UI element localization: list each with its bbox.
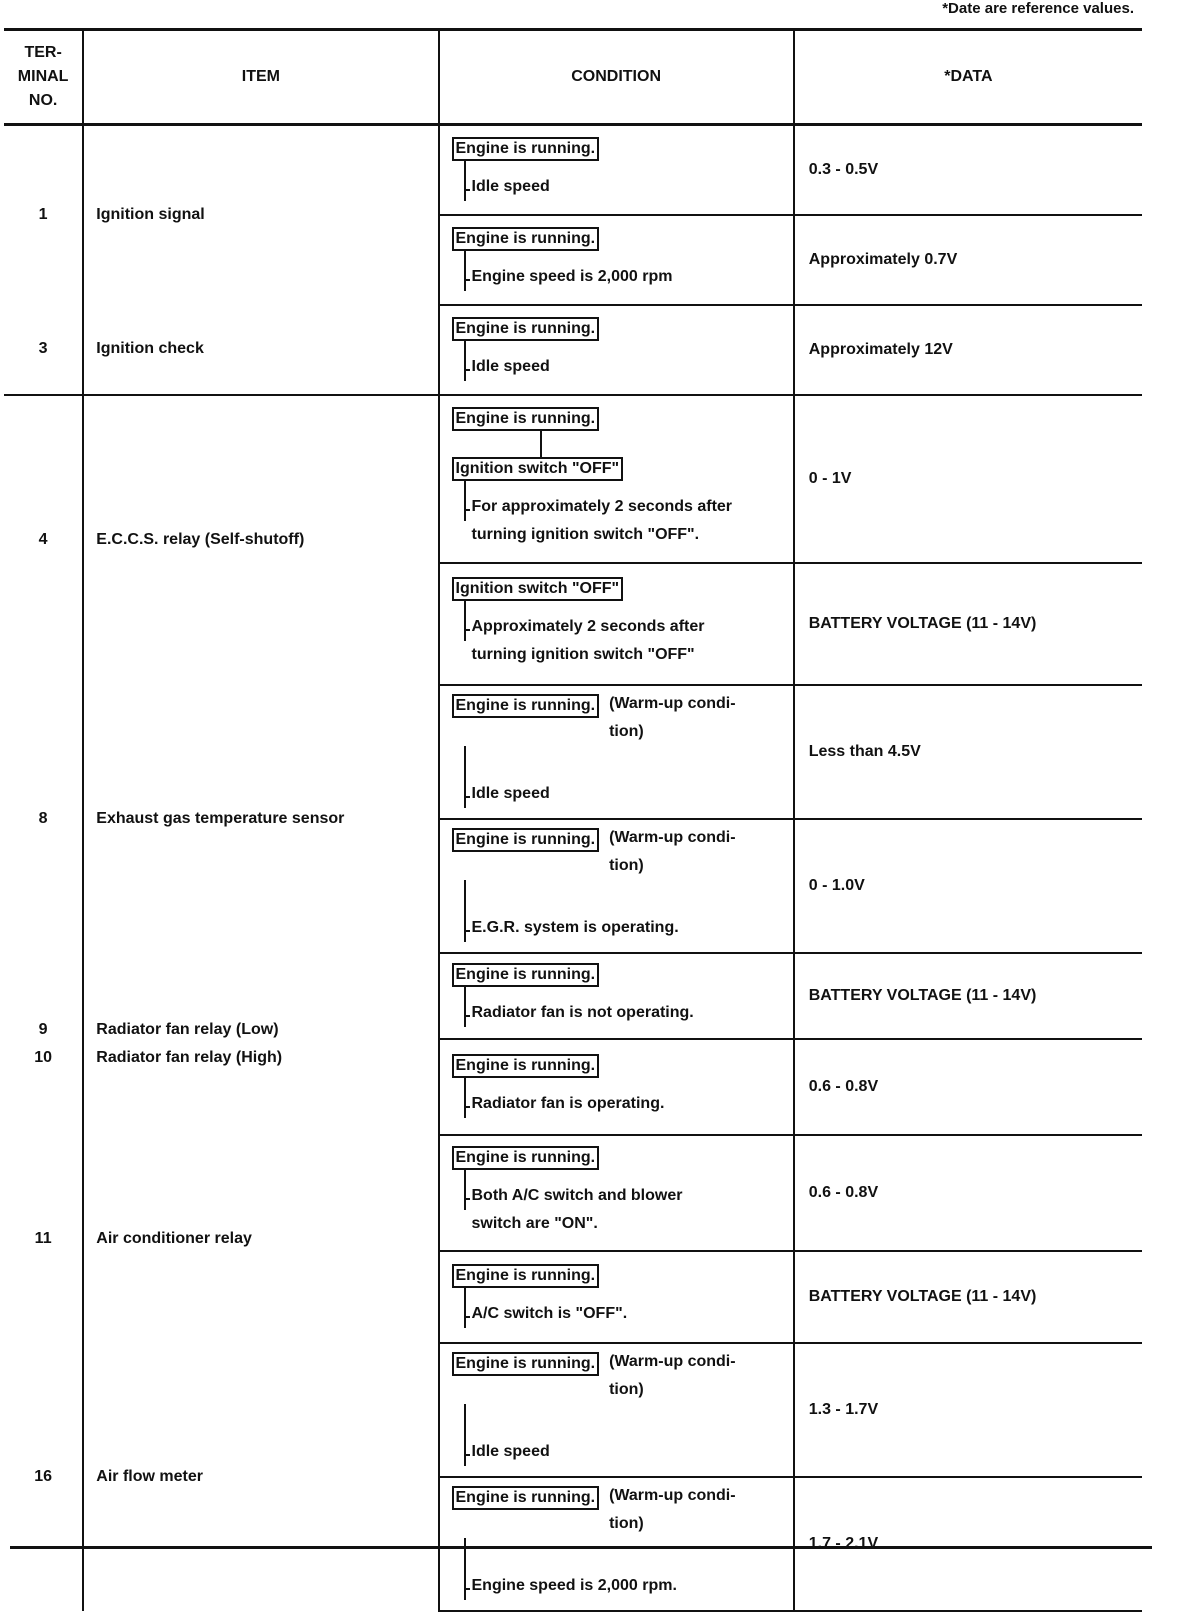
terminal-number: 10 [34,1048,53,1066]
condition-block [440,1046,793,1128]
item-cell [83,305,438,395]
condition-step: turning ignition switch "OFF" [464,641,793,669]
terminal-number-cell [4,953,83,1135]
condition-head [452,137,793,161]
data-value: 1.3 - 1.7V [794,1343,1142,1477]
data-value: 1.7 - 2.1V [794,1477,1142,1611]
condition-block [440,129,793,211]
item-label: Ignition signal [96,206,205,224]
condition-step: Idle speed [466,173,793,201]
condition-tree [464,251,793,291]
data-value: BATTERY VOLTAGE (11 - 14V) [794,1251,1142,1343]
header-terminal-line3: NO. [28,92,58,109]
item-cell [83,685,438,953]
data-value: 0.3 - 0.5V [794,125,1142,215]
data-value: 0.6 - 0.8V [794,1039,1142,1135]
condition-box: Engine is running. [452,1486,600,1510]
table-header [4,30,1142,125]
condition-cell [439,395,794,563]
header-item: ITEM [83,30,438,125]
data-value: 0 - 1.0V [794,819,1142,953]
table-row [4,1343,1142,1477]
condition-head [452,1352,793,1404]
condition-note: (Warm-up condi- tion) [609,1352,736,1398]
condition-step: For approximately 2 seconds after [466,493,793,521]
item-cell [83,395,438,685]
header-terminal-no [4,30,83,125]
condition-step: turning ignition switch "OFF". [464,521,793,549]
condition-tree [464,161,793,201]
condition-cell [439,305,794,395]
condition-tree [464,481,793,549]
condition-step: Engine speed is 2,000 rpm. [466,1572,793,1600]
terminal-number-cell [4,305,83,395]
condition-block [440,219,793,301]
condition-cell [439,125,794,215]
condition-tree [464,341,793,381]
item-label: Ignition check [96,340,204,357]
condition-step: switch are "ON". [464,1210,793,1238]
condition-block [440,1344,793,1476]
condition-note: (Warm-up condi- tion) [609,1486,736,1532]
table-row [4,1135,1142,1251]
item-label: E.C.C.S. relay (Self-shutoff) [96,531,305,548]
reference-note: *Date are reference values. [942,0,1134,17]
item-label: Exhaust gas temperature sensor [96,809,345,827]
condition-tree [464,1404,793,1466]
table-body [4,125,1142,1611]
condition-step: Idle speed [466,780,793,808]
item-label: Radiator fan relay (High) [96,1048,283,1066]
terminal-number: 3 [38,340,48,357]
terminal-number: 8 [38,809,48,827]
condition-box: Engine is running. [452,1264,600,1288]
condition-step: E.G.R. system is operating. [466,914,793,942]
condition-cell [439,563,794,685]
condition-step: Approximately 2 seconds after [466,613,793,641]
condition-head [452,1264,793,1288]
bottom-rule [10,1546,1152,1549]
header-data: *DATA [794,30,1142,125]
item-cell [83,953,438,1135]
condition-tree [464,746,793,808]
condition-cell [439,1251,794,1343]
condition-step: Radiator fan is not operating. [466,999,793,1027]
terminal-number: 11 [34,1229,52,1247]
condition-cell [439,1343,794,1477]
condition-tree [464,880,793,942]
table-row [4,125,1142,215]
item-cell [83,125,438,305]
condition-block [440,1256,793,1338]
condition-head [452,317,793,341]
condition-box: Engine is running. [452,1146,600,1170]
condition-block [440,1478,793,1610]
condition-head [452,577,793,601]
condition-step: Engine speed is 2,000 rpm [466,263,793,291]
header-terminal-line2: MINAL [17,68,69,85]
condition-tree [464,601,793,669]
table-row [4,395,1142,563]
condition-box: Engine is running. [452,963,600,987]
condition-box: Engine is running. [452,1352,600,1376]
data-value: BATTERY VOLTAGE (11 - 14V) [794,953,1142,1039]
condition-cell [439,685,794,819]
condition-head [452,227,793,251]
terminal-number-cell [4,395,83,685]
table-row [4,305,1142,395]
condition-cell [439,215,794,305]
data-value: Less than 4.5V [794,685,1142,819]
condition-block [440,569,793,679]
condition-tree [464,1078,793,1118]
condition-block [440,309,793,391]
terminal-number-cell [4,125,83,305]
condition-box: Engine is running. [452,407,600,431]
item-cell [83,1343,438,1611]
condition-cell [439,1039,794,1135]
terminal-number: 9 [38,1020,48,1038]
condition-box: Engine is running. [452,694,600,718]
terminal-number-cell [4,1343,83,1611]
condition-block [440,820,793,952]
condition-box-secondary: Ignition switch "OFF" [452,457,624,481]
condition-box: Engine is running. [452,317,600,341]
condition-head [452,407,793,431]
terminal-number: 16 [34,1467,53,1485]
condition-box: Engine is running. [452,828,600,852]
terminal-number-cell [4,1135,83,1343]
condition-block [440,399,793,559]
condition-note: (Warm-up condi- tion) [609,828,736,874]
condition-step: Idle speed [466,353,793,381]
condition-step: Idle speed [466,1438,793,1466]
condition-head [452,1054,793,1078]
item-label: Air flow meter [96,1467,203,1485]
condition-block [440,955,793,1037]
condition-note: (Warm-up condi- tion) [609,694,736,740]
item-label: Air conditioner relay [96,1229,252,1247]
item-label: Radiator fan relay (Low) [96,1020,279,1038]
condition-head [452,963,793,987]
condition-box: Engine is running. [452,137,600,161]
table-row [4,953,1142,1039]
condition-tree [464,987,793,1027]
condition-step: A/C switch is "OFF". [466,1300,793,1328]
data-value: 0.6 - 0.8V [794,1135,1142,1251]
condition-cell [439,1477,794,1611]
condition-tree [464,1170,793,1238]
condition-cell [439,953,794,1039]
condition-block [440,1138,793,1248]
data-value: Approximately 12V [794,305,1142,395]
condition-box: Engine is running. [452,1054,600,1078]
condition-head [452,1486,793,1538]
condition-head [452,1146,793,1170]
terminal-number: 4 [38,531,48,548]
condition-head [452,694,793,746]
table-row [4,685,1142,819]
item-cell [83,1135,438,1343]
terminal-data-table [4,28,1142,1612]
header-terminal-line1: TER- [24,44,62,61]
terminal-number-cell [4,685,83,953]
data-value: BATTERY VOLTAGE (11 - 14V) [794,563,1142,685]
condition-box: Engine is running. [452,227,600,251]
terminal-number: 1 [38,206,48,224]
condition-cell [439,819,794,953]
condition-head [452,828,793,880]
condition-step: Radiator fan is operating. [466,1090,793,1118]
condition-tree [464,1288,793,1328]
condition-block [440,686,793,818]
condition-cell [439,1135,794,1251]
condition-step: Both A/C switch and blower [466,1182,793,1210]
header-condition: CONDITION [439,30,794,125]
data-value: 0 - 1V [794,395,1142,563]
condition-box: Ignition switch "OFF" [452,577,624,601]
data-value: Approximately 0.7V [794,215,1142,305]
